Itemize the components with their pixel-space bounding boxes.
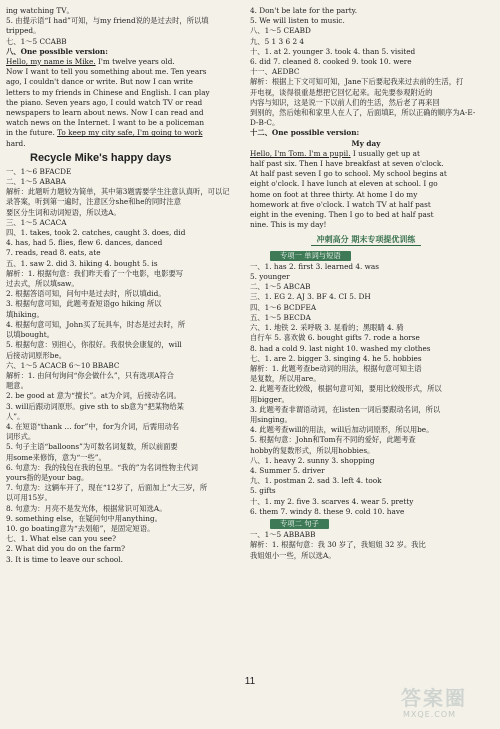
answer-line: 8. 句意为：月亮不是发光体，根据常识可知选A。 xyxy=(6,503,167,513)
answer-line: My day xyxy=(351,138,381,148)
section-label: 专项二 句子 xyxy=(270,519,329,529)
answer-line: 是复数，所以用are。 xyxy=(250,374,321,384)
answer-line: eight in the evening. Then I go to bed at half past xyxy=(250,210,434,220)
answer-line: 八、One possible version: xyxy=(6,46,108,56)
answer-line: 内容与知识，这是说一下以前人们的生活，然后老了再来回 xyxy=(250,97,440,107)
answer-line: 二、1～5 ABCAB xyxy=(250,282,311,292)
answer-line: homework at five o'clock. I watch TV at half past xyxy=(250,199,431,209)
answer-line: 10. go boating意为“去划船”，是固定短语。 xyxy=(6,523,155,533)
answer-line: 解析：1. 由问句询问“你会做什么”，只有选项A符合 xyxy=(6,370,174,380)
answer-line: 七、1. What else can you see? xyxy=(6,534,116,544)
answer-line: 解析：1. 根据句意：我 30 岁了，我姐姐 32 岁。我比 xyxy=(250,540,426,550)
answer-line: 6. 句意为：我的钱包在我的包里。“我的”为名词性物主代词 xyxy=(6,462,198,472)
answer-line: 4. has, had 5. flies, flew 6. dances, danced xyxy=(6,238,163,248)
answer-line: 题意。 xyxy=(6,381,28,391)
answer-line: 6. them 7. windy 8. these 9. cold 10. have xyxy=(250,506,405,516)
right-column xyxy=(250,6,482,561)
answer-line: 5. 根据句意：John和Tom有不同的爱好，此题考查 xyxy=(250,435,416,445)
answer-line: 录答案，听到第一遍时，注意区分she和he的同时注意 xyxy=(6,197,182,207)
answer-line: 我姐姐小一些，所以选A。 xyxy=(250,550,336,560)
answer-line: 填hiking。 xyxy=(6,309,44,319)
answer-line: eight o'clock. I have lunch at eleven at school. I go xyxy=(250,179,438,189)
answer-line: Hello, my name is Mike. I'm twelve years old. xyxy=(6,57,175,67)
answer-line: 一、1. has 2. first 3. learned 4. was xyxy=(250,261,380,271)
answer-line: 4. 在短语“thank … for”中，for为介词，后需用动名 xyxy=(6,421,180,431)
answer-line: the piano. Seven years ago, I could watch TV or read xyxy=(6,97,203,107)
answer-line: 用bigger。 xyxy=(250,394,289,404)
answer-line: 五、1～5 BECDA xyxy=(250,312,311,322)
answer-line: 9. something else，在疑问句中用anything。 xyxy=(6,513,162,523)
section-banner: 冲刺高分 期末专项提优训练 xyxy=(250,235,482,245)
answer-line: 十、1. my 2. five 3. scarves 4. wear 5. pretty xyxy=(250,496,414,506)
watermark-logo xyxy=(395,680,495,726)
answer-line: 用singing。 xyxy=(250,414,292,424)
answer-line: D-B-C。 xyxy=(250,118,280,128)
answer-line: 5. We will listen to music. xyxy=(250,16,345,26)
answer-line: nine. This is my day! xyxy=(250,220,327,230)
answer-line: 四、1. takes, took 2. catches, caught 3. does, did xyxy=(6,228,186,238)
page-number: 11 xyxy=(244,676,256,687)
answer-line: 7. 句意为：这辆车开了，现在“12岁了，后面加上”大三岁，所 xyxy=(6,483,208,493)
answer-line: 三、1. EG 2. AJ 3. BF 4. CI 5. DH xyxy=(250,292,371,302)
answer-line: 过去式，所以填saw。 xyxy=(6,279,79,289)
answer-line: in the future. To keep my city safe, I'm going to work xyxy=(6,128,203,138)
answer-line: 自行车 5. 喜欢做 6. bought gifts 7. rode a horse xyxy=(250,333,420,343)
answer-line: 八、1. heavy 2. sunny 3. shopping xyxy=(250,455,375,465)
answer-line: 一、1～5 ABBABB xyxy=(250,530,316,540)
answer-line: 八、1～5 CEABD xyxy=(250,26,311,36)
answer-line: 人”。 xyxy=(6,411,25,421)
answer-line: 十、1. at 2. younger 3. took 4. than 5. visited xyxy=(250,46,416,56)
answer-line: 8. had a cold 9. last night 10. washed my clothes xyxy=(250,343,431,353)
answer-line: 六、1～5 ACACB 6～10 BBABC xyxy=(6,360,120,370)
answer-line: 解析：1. 根据句意：我们昨天看了一个电影，电影要写 xyxy=(6,268,184,278)
answer-line: yours指的是your bag。 xyxy=(6,472,89,482)
answer-line: half past six. Then I have breakfast at seven o'clock. xyxy=(250,159,444,169)
answer-line: 开电视，谈得很重是想把它回忆起来。起先要参观附近的 xyxy=(250,87,433,97)
answer-line: 5. 由提示语“I had”可知，与my friend说的是过去时，所以填 xyxy=(6,16,209,26)
answer-line: 到别的，然后她和和家里人在人了，后面填E，所以正确的顺序为A-E- xyxy=(250,108,476,118)
answer-line: At half past seven I go to school. My school begins at xyxy=(250,169,447,179)
answer-line: 四、1～6 BCDFEA xyxy=(250,302,317,312)
unit-heading: Recycle Mike's happy days xyxy=(30,151,172,164)
answer-line: 九、1. postman 2. sad 3. left 4. took xyxy=(250,476,382,486)
answer-line: watch news on the Internet. I want to be a policeman xyxy=(6,118,205,128)
answer-line: 5. younger xyxy=(250,272,290,282)
answer-line: 3. 此题考查非谓语动词，在listen一词后要跟动名词，所以 xyxy=(250,404,441,414)
answer-line: 以填bought。 xyxy=(6,330,54,340)
answer-line: 2. be good at 意为“擅长”。at为介词，后接动名词。 xyxy=(6,391,181,401)
answer-line: 二、1～5 ABABA xyxy=(6,177,67,187)
answer-line: home on foot at three thirty. At home I do my xyxy=(250,189,418,199)
answer-line: 5. gifts xyxy=(250,486,276,496)
section-label: 专项一 单词与短语 xyxy=(270,251,351,261)
watermark-text: 答案圈 xyxy=(401,686,467,710)
answer-line: 解析：根据上下文可知可知，Jane下后要起我来过去前的生活，打 xyxy=(250,77,464,87)
answer-line: 3. 根据句意可知，此题考查短语go hiking 所以 xyxy=(6,299,162,309)
answer-line: 解析：1. 此题考查be动词的用法，根据句意可知主语 xyxy=(250,363,422,373)
answer-line: ago, I couldn't dance or write. But now I can write xyxy=(6,77,193,87)
left-column xyxy=(6,6,238,565)
answer-line: 九、5 1 3 6 2 4 xyxy=(250,36,305,46)
answer-line: 以可用15岁。 xyxy=(6,493,52,503)
answer-line: 3. will后跟动词原形。give sth to sb意为“把某物给某 xyxy=(6,401,184,411)
watermark-url: MXQE.COM xyxy=(403,710,457,719)
answer-line: 六、1. 地铁 2. 采呼吸 3. 晃看的；黑眼睛 4. 骑 xyxy=(250,323,404,333)
answer-line: 七、1～5 CCABB xyxy=(6,36,67,46)
answer-line: tripped。 xyxy=(6,26,41,36)
answer-line: newspapers to learn about news. Now I can read and xyxy=(6,108,204,118)
answer-line: 3. It is time to leave our school. xyxy=(6,554,123,564)
answer-line: hobby的复数形式，所以用hobbies。 xyxy=(250,445,375,455)
answer-line: 7. reads, read 8. eats, ate xyxy=(6,248,101,258)
answer-line: 2. What did you do on the farm? xyxy=(6,544,126,554)
answer-line: 4. Don't be late for the party. xyxy=(250,6,358,15)
answer-line: 6. did 7. cleaned 8. cooked 9. took 10. were xyxy=(250,57,412,67)
answer-line: 解析：此题听力题较为简单，其中第3题需要学生注意认真听，可以记 xyxy=(6,187,230,197)
answer-line: 十二、One possible version: xyxy=(250,128,360,138)
answer-line: 十一、AEDBC xyxy=(250,67,300,77)
answer-line: 5. 句子主语“balloons”为可数名词复数，所以前面要 xyxy=(6,442,178,452)
answer-line: 一、1～6 BFACDE xyxy=(6,166,72,176)
answer-line: 后接动词原形be。 xyxy=(6,350,67,360)
answer-line: 2. 根据答语可知，问句中是过去时，所以填did。 xyxy=(6,289,166,299)
answer-line: 三、1～5 ACACA xyxy=(6,217,67,227)
answer-line: ing watching TV。 xyxy=(6,6,74,15)
answer-line: Hello, I'm Tom. I'm a pupil. I usually get up at xyxy=(250,148,420,158)
answer-line: 5. 根据句意：别担心，你很好。我很快会康复的，will xyxy=(6,340,182,350)
answer-line: hard. xyxy=(6,138,26,148)
answer-line: 4. Summer 5. driver xyxy=(250,465,325,475)
answer-line: 词形式。 xyxy=(6,432,36,442)
answer-line: 4. 根据句意可知，John买了玩具车，时态是过去时，所 xyxy=(6,319,186,329)
answer-line: 五、1. saw 2. did 3. hiking 4. bought 5. is xyxy=(6,258,158,268)
answer-line: 4. 此题考查will的用法，will后加动词原形，所以用be。 xyxy=(250,425,434,435)
answer-line: letters to my friends in Chinese and English. I can play xyxy=(6,87,210,97)
answer-line: 2. 此题考查比较级，根据句意可知，要用比较级形式，所以 xyxy=(250,384,442,394)
answer-line: 七、1. are 2. bigger 3. singing 4. he 5. hobbies xyxy=(250,353,422,363)
answer-line: 要区分生词和动词短语，所以选A。 xyxy=(6,207,121,217)
answer-line: 用some来修饰，意为“一些”。 xyxy=(6,452,106,462)
answer-line: Now I want to tell you something about me. Ten years xyxy=(6,67,207,77)
